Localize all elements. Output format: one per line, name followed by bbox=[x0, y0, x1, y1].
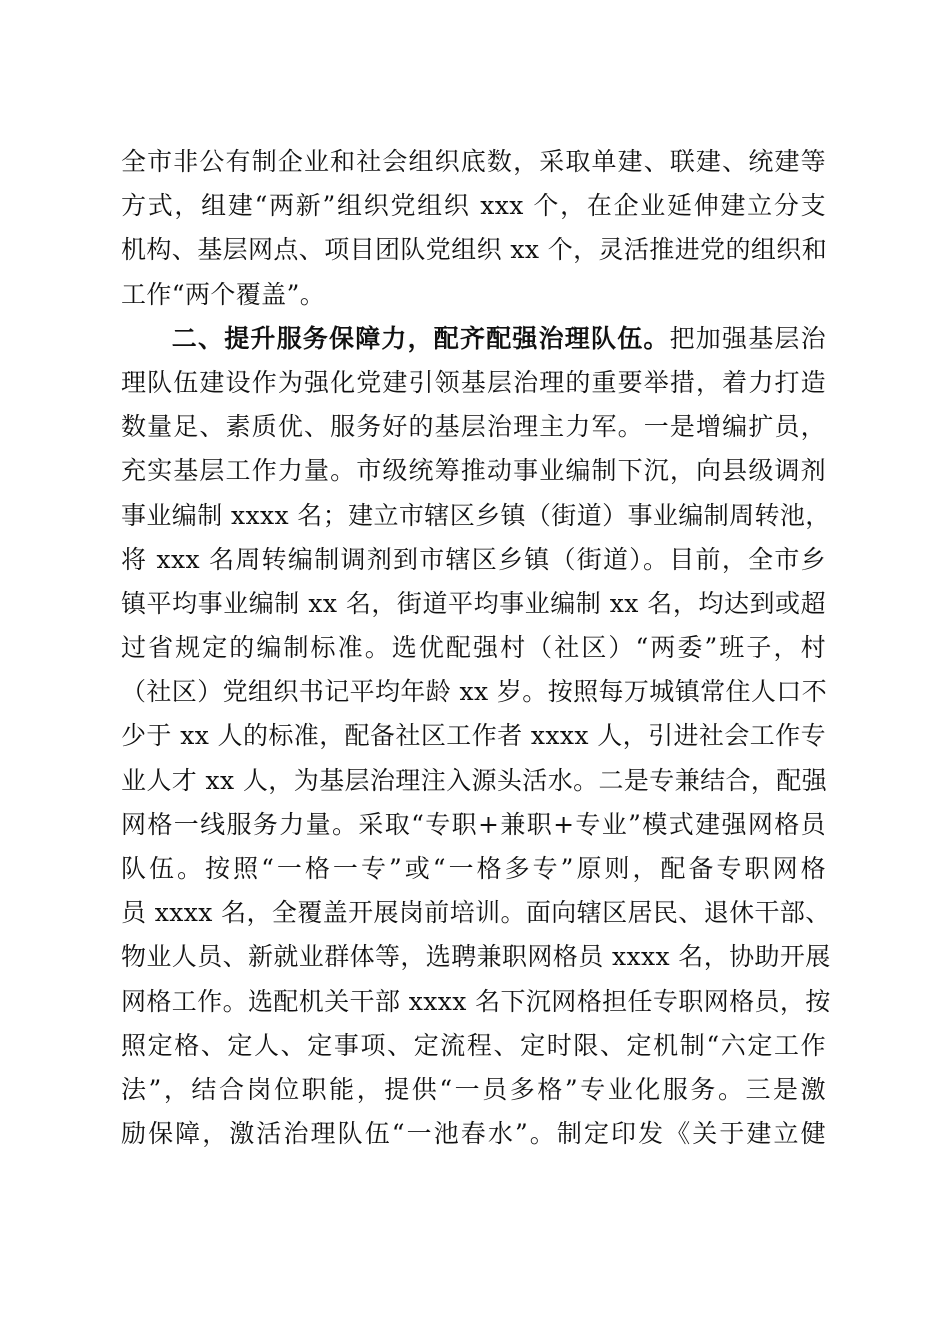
text-line: 过省规定的编制标准。选优配强村（社区）“两委”班子，村 bbox=[121, 633, 826, 663]
text-line: 照定格、定人、定事项、定流程、定时限、定机制“六定工作 bbox=[121, 1030, 826, 1060]
text-line: 数量足、素质优、服务好的基层治理主力军。一是增编扩员， bbox=[121, 412, 826, 442]
text-line: 将 xxx 名周转编制调剂到市辖区乡镇（街道）。目前，全市乡 bbox=[121, 544, 826, 574]
text-line: 工作“两个覆盖”。 bbox=[121, 279, 326, 309]
text-line: 网格一线服务力量。采取“专职+兼职+专业”模式建强网格员 bbox=[121, 809, 826, 839]
text-line: （社区）党组织书记平均年龄 xx 岁。按照每万城镇常住人口不 bbox=[121, 677, 828, 707]
text-line: 理队伍建设作为强化党建引领基层治理的重要举措，着力打造 bbox=[121, 367, 826, 397]
text-line: 方式，组建“两新”组织党组织 xxx 个，在企业延伸建立分支 bbox=[121, 191, 826, 221]
text-line: 励保障，激活治理队伍“一池春水”。制定印发《关于建立健 bbox=[121, 1119, 826, 1149]
text-line: 机构、基层网点、项目团队党组织 xx 个，灵活推进党的组织和 bbox=[121, 235, 828, 265]
section-heading: 二、提升服务保障力，配齐配强治理队伍。 bbox=[171, 323, 670, 353]
section-heading-line bbox=[121, 317, 826, 361]
text-line: 充实基层工作力量。市级统筹推动事业编制下沉，向县级调剂 bbox=[121, 456, 826, 486]
document-body bbox=[121, 140, 831, 1156]
text-line: 少于 xx 人的标准，配备社区工作者 xxxx 人，引进社会工作专 bbox=[121, 721, 826, 751]
text-line: 物业人员、新就业群体等，选聘兼职网格员 xxxx 名，协助开展 bbox=[121, 942, 831, 972]
text-line: 镇平均事业编制 xx 名，街道平均事业编制 xx 名，均达到或超 bbox=[121, 588, 826, 618]
text-line: 业人才 xx 人，为基层治理注入源头活水。二是专兼结合，配强 bbox=[121, 765, 828, 795]
text-line: 全市非公有制企业和社会组织底数，采取单建、联建、统建等 bbox=[121, 147, 826, 176]
text-line: 队伍。按照“一格一专”或“一格多专”原则，配备专职网格 bbox=[121, 854, 826, 883]
text-line: 法”，结合岗位职能，提供“一员多格”专业化服务。三是激 bbox=[121, 1074, 826, 1104]
section-heading-continuation: 把加强基层治 bbox=[669, 323, 826, 353]
text-line: 事业编制 xxxx 名；建立市辖区乡镇（街道）事业编制周转池， bbox=[121, 500, 831, 530]
text-line: 网格工作。选配机关干部 xxxx 名下沉网格担任专职网格员，按 bbox=[121, 986, 831, 1016]
text-line: 员 xxxx 名，全覆盖开展岗前培训。面向辖区居民、退休干部、 bbox=[121, 898, 831, 928]
